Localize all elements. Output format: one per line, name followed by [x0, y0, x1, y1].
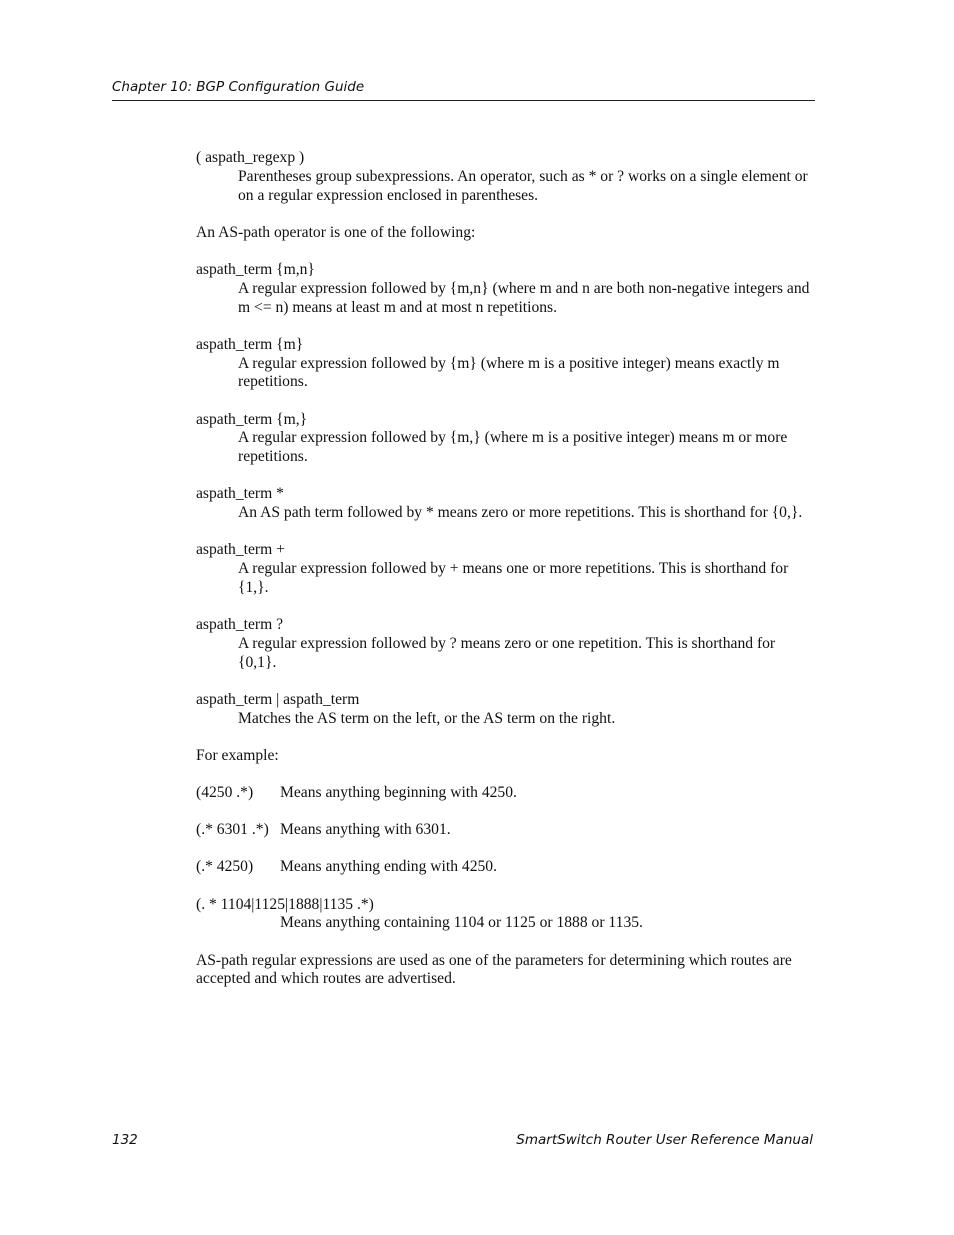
example-expression: (. * 1104|1125|1888|1135 .*): [196, 895, 374, 913]
operator-term: aspath_term {m,}: [196, 410, 308, 428]
closing-paragraph: AS-path regular expressions are used as one of the parameters for determining which routes are accepted and which routes are advertised.: [196, 951, 792, 988]
example-meaning: Means anything ending with 4250.: [280, 858, 497, 876]
operator-description: A regular expression followed by + means one or more repetitions. This is shorthand for {1,}.: [238, 560, 789, 596]
operator-term: aspath_term +: [196, 541, 285, 559]
example-intro: For example:: [196, 746, 279, 764]
operator-item: [196, 616, 816, 672]
operator-description: A regular expression followed by {m,n} (where m and n are both non-negative integers and m <= n) means at least m and at most n repetitions.: [238, 279, 810, 316]
example-expression: (.* 4250): [196, 858, 254, 876]
operator-term: aspath_term {m,n}: [196, 260, 315, 278]
operator-item: [196, 411, 816, 467]
example-expression: (.* 6301 .*): [196, 821, 269, 839]
example-expression: (4250 .*): [196, 784, 254, 802]
example-row: [196, 784, 816, 803]
operator-term: aspath_term {m}: [196, 335, 304, 353]
operator-description: A regular expression followed by {m,} (where m is a positive integer) means m or more repetitions.: [238, 429, 788, 466]
header-rule: [112, 100, 815, 101]
operator-item: [196, 541, 816, 597]
operator-description: A regular expression followed by ? means zero or one repetition. This is shorthand for {0,1}.: [238, 634, 776, 671]
operator-item: [196, 691, 816, 729]
example-row-long: [196, 896, 816, 934]
page-number: 132: [112, 1132, 138, 1148]
operator-description: An AS path term followed by * means zero or more repetitions. This is shorthand for {0,}.: [238, 504, 803, 522]
definition-item: [196, 149, 816, 205]
operator-item: [196, 485, 816, 523]
example-meaning: Means anything containing 1104 or 1125 or 1888 or 1135.: [280, 914, 643, 932]
example-row: [196, 858, 816, 877]
operator-description: A regular expression followed by {m} (where m is a positive integer) means exactly m repetitions.: [238, 354, 780, 391]
operator-description: Matches the AS term on the left, or the AS term on the right.: [238, 709, 616, 727]
operator-intro: An AS-path operator is one of the following:: [196, 223, 476, 241]
operator-item: [196, 336, 816, 392]
example-meaning: Means anything with 6301.: [280, 821, 451, 839]
operator-item: [196, 261, 816, 317]
operator-term: aspath_term | aspath_term: [196, 690, 360, 708]
definition-term: ( aspath_regexp ): [196, 149, 305, 166]
example-row: [196, 821, 816, 840]
running-header: Chapter 10: BGP Configuration Guide: [112, 79, 365, 95]
operator-term: aspath_term *: [196, 485, 284, 503]
operator-term: aspath_term ?: [196, 616, 284, 634]
definition-description: Parentheses group subexpressions. An operator, such as * or ? works on a single element or on a regular expression enclosed in parentheses.: [238, 167, 808, 204]
example-meaning: Means anything beginning with 4250.: [280, 784, 517, 802]
manual-title: SmartSwitch Router User Reference Manual: [516, 1132, 813, 1148]
page-body: [196, 149, 816, 1008]
